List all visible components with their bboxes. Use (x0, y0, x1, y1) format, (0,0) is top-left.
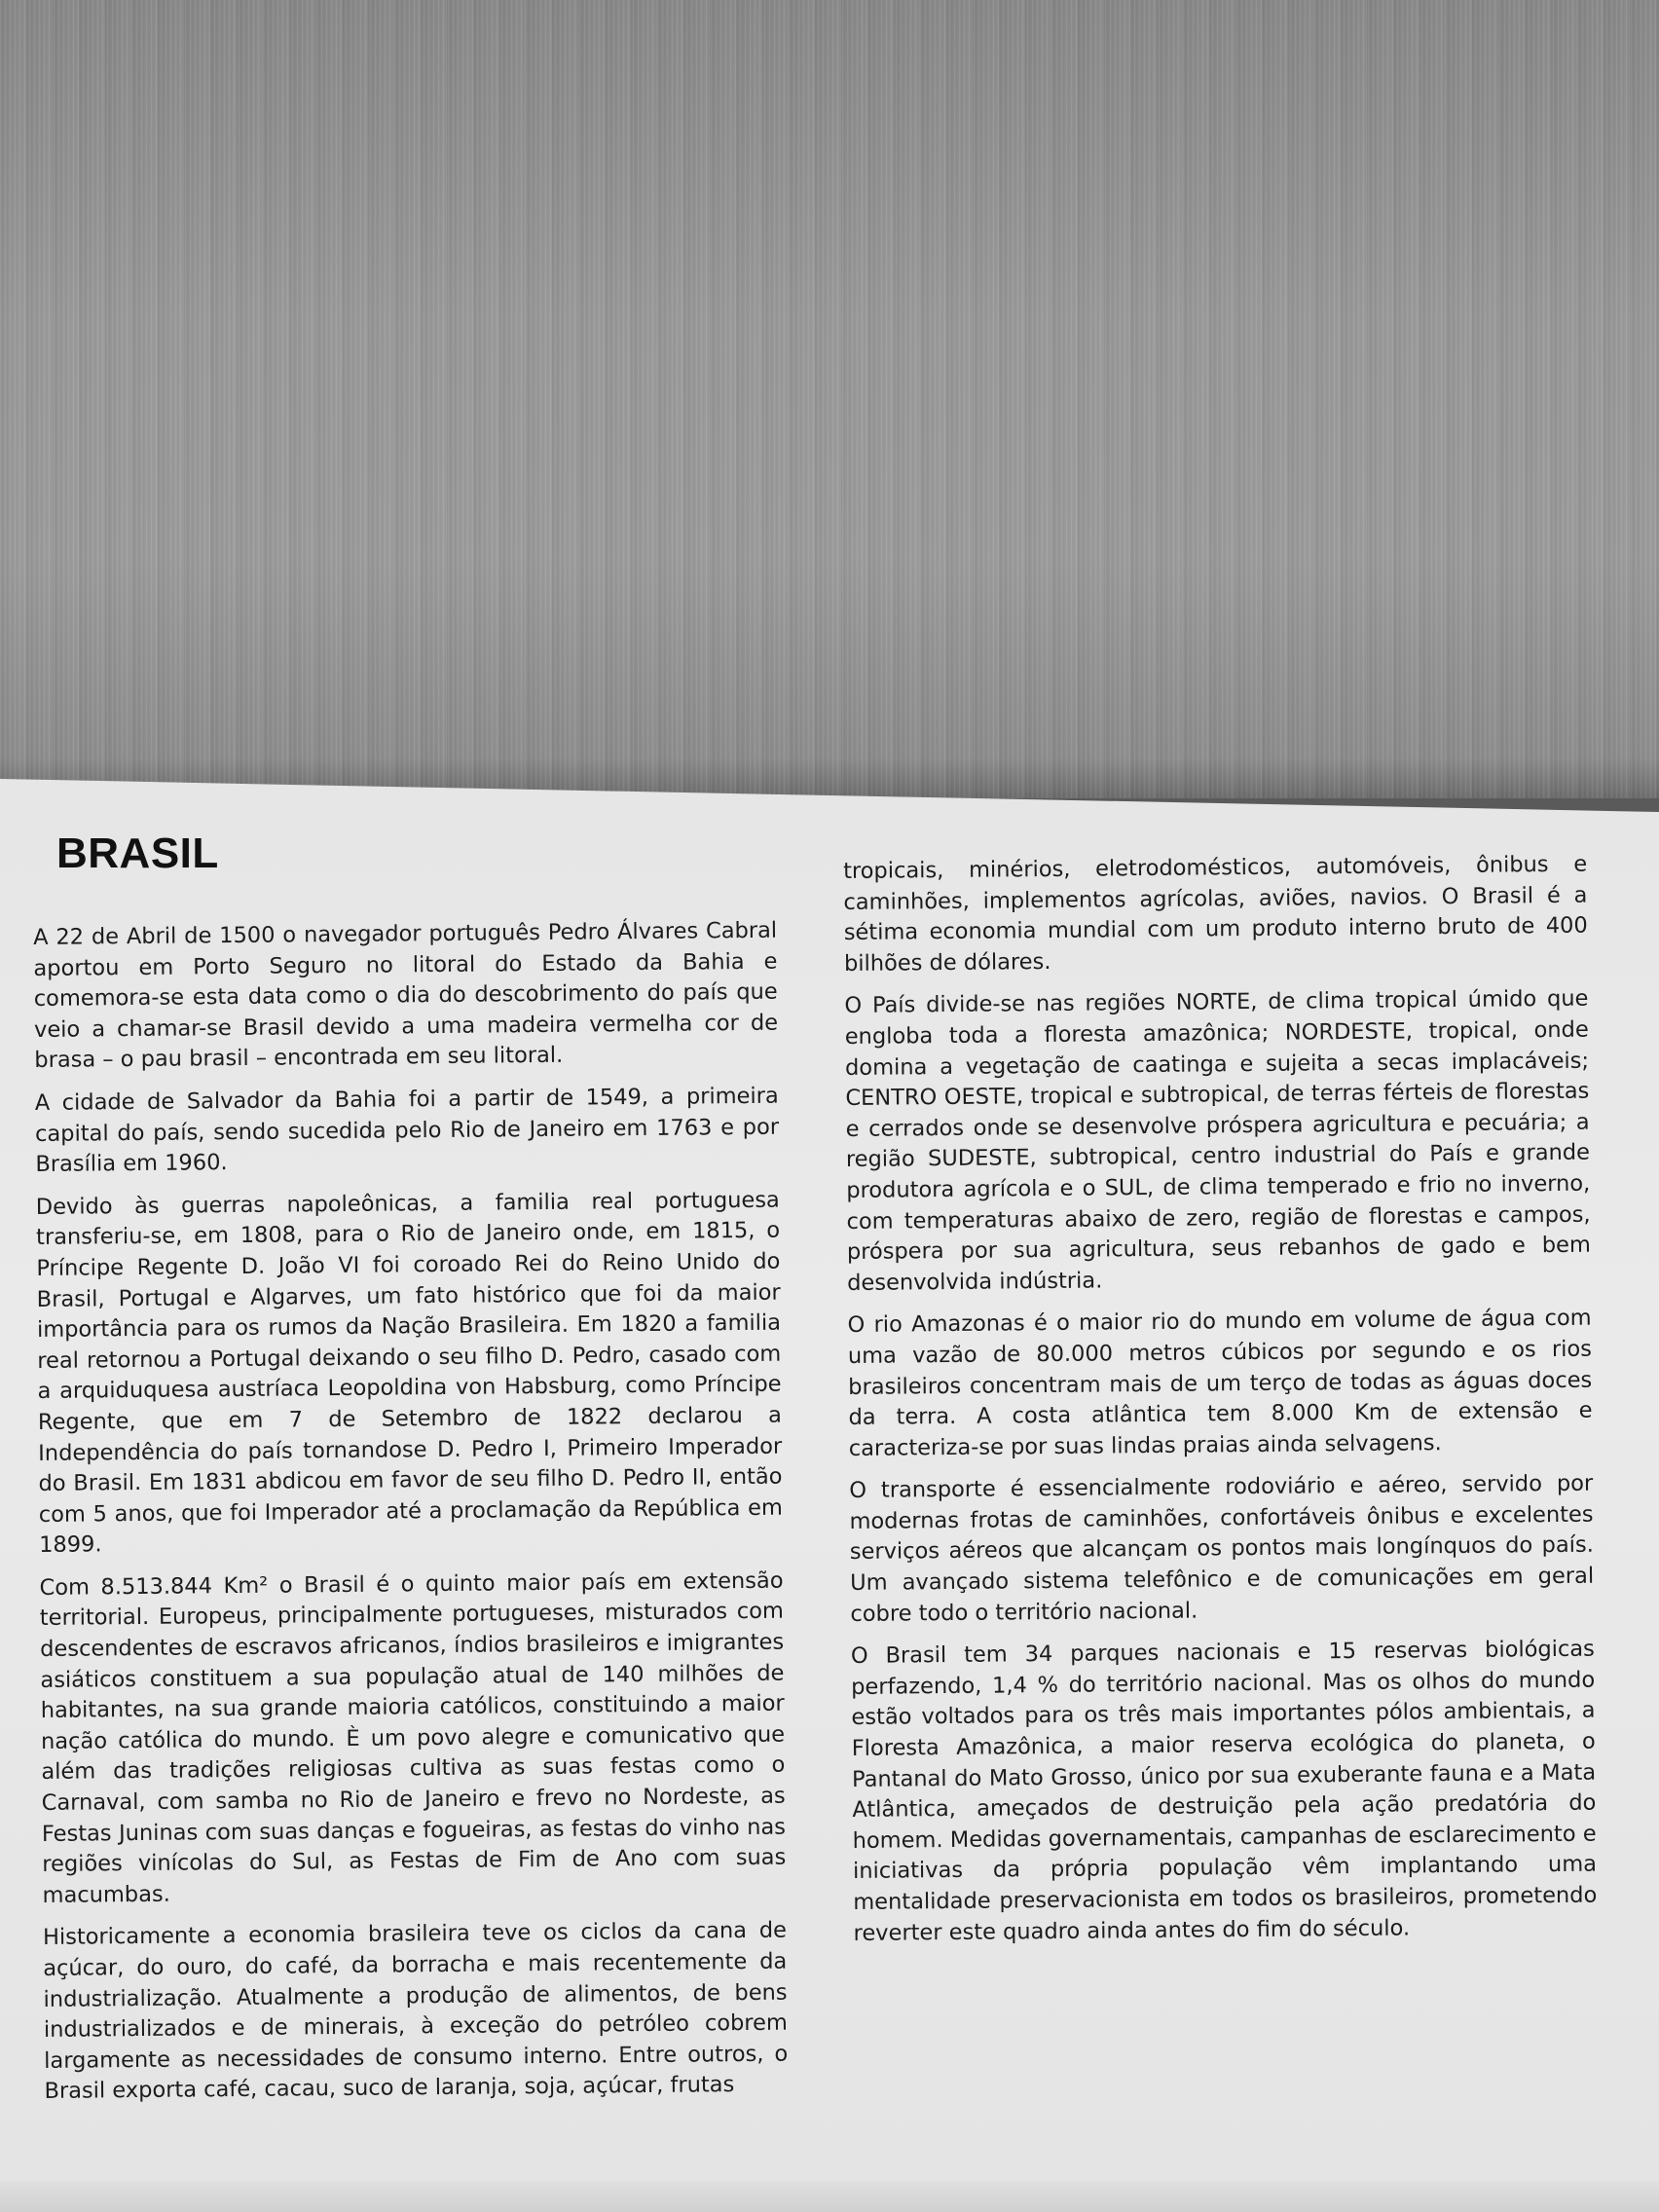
paragraph-royal-family: Devido às guerras napoleônicas, a familia real portuguesa transferiu-se, em 1808, para o Rio de Janeiro onde, em 1815, o Príncipe Regente D. João VI foi coroado Rei do Reino Unido do Brasil, Portugal e Algarves, um fato histórico que foi da maior importância para os rumos da Nação Brasileira. Em 1820 a familia real retornou a Portugal deixando o seu filho D. Pedro, casado com a arquiduquesa austríaca Leopoldina von Habsburg, como Príncipe Regente, que em 7 de Setembro de 1822 declarou a Independência do país tornandose D. Pedro I, Primeiro Imperador do Brasil. Em 1831 abdicou em favor de seu filho D. Pedro II, então com 5 anos, que foi Imperador até a proclamação da República em 1899. (35, 1187, 783, 1559)
paragraph-transport: O transporte é essencialmente rodoviário e aéreo, servido por modernas frotas de caminhões, confortáveis ônibus e excelentes serviços aéreos que alcançam os pontos mais longínquos do país. Um avançado sistema telefônico e de comunicações em geral cobre todo o território nacional. (849, 1470, 1595, 1627)
background-surface (0, 0, 1659, 798)
right-column (843, 850, 1598, 1961)
page-title: BRASIL (56, 830, 219, 877)
page-bottom-edge (0, 2181, 1659, 2212)
paragraph-regions: O País divide-se nas regiões NORTE, de clima tropical úmido que engloba toda a floresta amazônica; NORDESTE, tropical, onde domina a vegetação de caatinga e sujeita a secas implacáveis; CENTRO OESTE, tropical e subtropical, de terras férteis de florestas e cerrados onde se desenvolve próspera agricultura e pecuária; a região SUDESTE, subtropical, centro industrial do País e grande produtora agrícola e o SUL, de clima temperado e frio no inverno, com temperaturas abaixo de zero, região de florestas e campos, próspera por sua agricultura, seus rebanhos de gado e bem desenvolvida indústria. (844, 986, 1591, 1296)
paragraph-discovery: A 22 de Abril de 1500 o navegador português Pedro Álvares Cabral aportou em Porto Seguro no litoral do Estado da Bahia e comemora-se esta data como o dia do descobrimento do país que veio a chamar-se Brasil devido a uma madeira vermelha cor de brasa – o pau brasil – encontrada em seu litoral. (33, 917, 779, 1074)
paragraph-exports: tropicais, minérios, eletrodomésticos, automóveis, ônibus e caminhões, implementos agrícolas, aviões, navios. O Brasil é a sétima economia mundial com um produto interno bruto de 400 bilhões de dólares. (843, 851, 1588, 977)
paragraph-amazon-river: O rio Amazonas é o maior rio do mundo em volume de água com uma vazão de 80.000 metros cúbicos por segundo e os rios brasileiros concentram mais de um terço de todas as águas doces da terra. A costa atlântica tem 8.000 Km de extensão e caracteriza-se por suas lindas praias ainda selvagens. (847, 1305, 1593, 1461)
paragraph-territory-population: Com 8.513.844 Km² o Brasil é o quinto maior país em extensão territorial. Europeus, principalmente portugueses, misturados com descendentes de escravos africanos, índios brasileiros e imigrantes asiáticos constituem a sua população atual de 140 milhões de habitantes, na sua grande maioria católicos, constituindo a maior nação católica do mundo. È um povo alegre e comunicativo que além das tradições religiosas cultiva as suas festas como o Carnaval, com samba no Rio de Janeiro e frevo no Nordeste, as Festas Juninas com suas danças e fogueiras, as festas do vinho nas regiões vinícolas do Sul, as Festas de Fim de Ano com suas macumbas. (39, 1567, 787, 1908)
paragraph-economy: Historicamente a economia brasileira teve os ciclos da cana de açúcar, do ouro, do café, da borracha e mais recentemente da industrialização. Atualmente a produção de alimentos, de bens industrializados e de minerais, à exceção do petróleo cobrem largamente as necessidades de consumo interno. Entre outros, o Brasil exporta café, cacau, suco de laranja, soja, açúcar, frutas (42, 1918, 789, 2105)
left-column (33, 916, 789, 2120)
paragraph-parks: O Brasil tem 34 parques nacionais e 15 reservas biológicas perfazendo, 1,4 % do território nacional. Mas os olhos do mundo estão voltados para os três mais importantes pólos ambientais, a Floresta Amazônica, a maior reserva ecológica do planeta, o Pantanal do Mato Grosso, único por sua exuberante fauna e a Mata Atlântica, ameçados de destruição pela ação predatória do homem. Medidas governamentais, campanhas de esclarecimento e iniciativas da própria população vêm implantando uma mentalidade preservacionista em todos os brasileiros, prometendo reverter este quadro ainda antes do fim do século. (850, 1636, 1598, 1946)
paragraph-capitals: A cidade de Salvador da Bahia foi a partir de 1549, a primeira capital do país, sendo sucedida pelo Rio de Janeiro em 1763 e por Brasília em 1960. (34, 1083, 780, 1178)
